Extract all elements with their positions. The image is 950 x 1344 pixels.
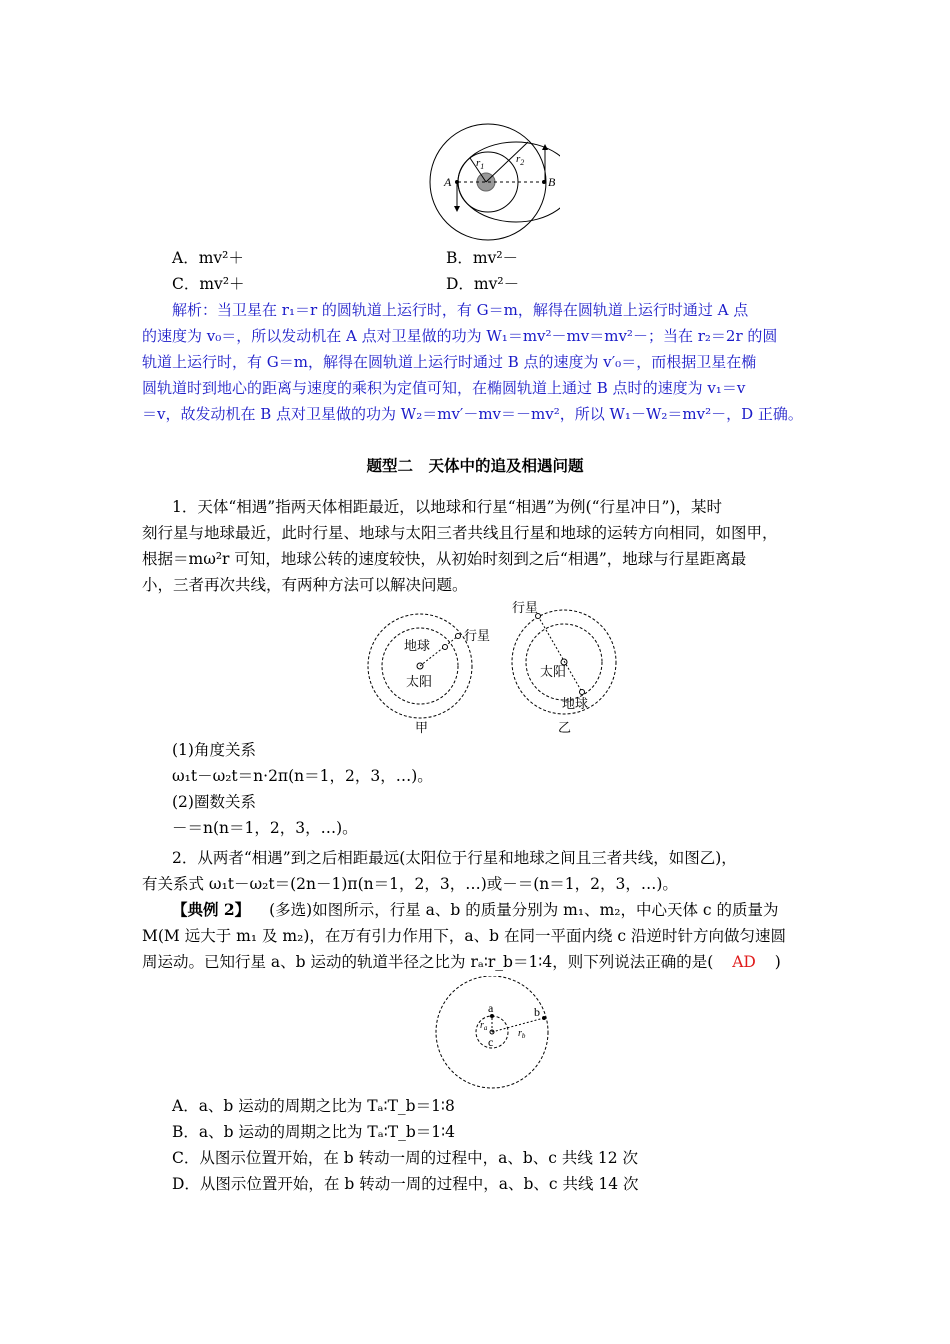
para1-line-3: 根据＝mω²r 可知，地球公转的速度较快，从初始时刻到之后“相遇”，地球与行星距离最 [142,550,747,568]
analysis-line-3: 轨道上运行时，有 G＝m，解得在圆轨道上运行时通过 B 点的速度为 v′₀＝，而根据卫星在椭 [142,353,757,371]
diagram-jia [368,614,490,736]
yi-sun-label: 太阳 [540,665,567,680]
option-d-1: D．mv²－ [446,275,520,293]
para2-line-2: 有关系式 ω₁t－ω₂t＝(2n－1)π(n＝1，2，3，…)或－＝(n＝1，2，3，…)。 [142,875,678,893]
yi-planet-label: 行星 [512,601,539,616]
label-b: b [534,1005,540,1019]
orbit-figure-3 [430,976,554,1100]
analysis-line-2: 的速度为 v₀＝，所以发动机在 A 点对卫星做的功为 W₁＝mv²－mv＝mv²－；当在 r₂＝2r 的圆 [142,327,778,345]
diagram-yi [512,601,616,736]
para1-line-1: 1．天体“相遇”指两天体相距最近，以地球和行星“相遇”为例(“行星冲日”)，某时 [172,498,723,516]
cycle-relation-title: (2)圈数关系 [172,793,256,811]
label-a: a [488,1001,494,1015]
option-d-2: D．从图示位置开始，在 b 转动一周的过程中，a、b、c 共线 14 次 [172,1175,639,1193]
example-line-2: M(M 远大于 m₁ 及 m₂)，在万有引力作用下，a、b 在同一平面内绕 c 沿逆时针方向做匀速圆 [142,927,786,945]
point-a-label: A [444,175,452,189]
example-text-3: 周运动。已知行星 a、b 运动的轨道半径之比为 rₐ∶r_b＝1∶4，则下列说法正确的是( [142,953,714,971]
example-text-1: (多选)如图所示，行星 a、b 的质量分别为 m₁、m₂，中心天体 c 的质量为 [269,901,779,919]
analysis-line-1: 解析：当卫星在 r₁＝r 的圆轨道上运行时，有 G＝m，解得在圆轨道上运行时通过 A 点 [172,301,749,319]
jia-caption: 甲 [415,721,429,736]
example-tag: 【典例 2】 [172,900,251,919]
label-rb: $r_b$ [518,1028,526,1040]
angle-relation-formula: ω₁t－ω₂t＝n·2π(n＝1，2，3，…)。 [172,767,433,785]
jia-sun-label: 太阳 [406,675,433,690]
para2-line-1: 2．从两者“相遇”到之后相距最远(太阳位于行星和地球之间且三者共线，如图乙)， [172,849,737,867]
jia-earth-label: 地球 [404,639,431,654]
r1-label: $r_1$ [476,157,485,171]
option-c-1: C．mv²＋ [172,275,245,293]
example-line-1 [172,898,779,922]
label-ra: $r_a$ [480,1020,488,1032]
angle-relation-title: (1)角度关系 [172,741,256,759]
example-answer: AD [732,953,756,971]
para1-line-4: 小，三者再次共线，有两种方法可以解决问题。 [142,576,468,594]
orbit-figure-2 [360,596,630,740]
analysis-line-5: ＝v，故发动机在 B 点对卫星做的功为 W₂＝mv′－mv＝－mv²，所以 W₁－W₂＝mv²－，D 正确。 [142,405,803,423]
option-b-1: B．mv²－ [446,249,519,267]
example-line-3 [142,950,781,974]
label-c: c [488,1035,494,1049]
cycle-relation-formula: －＝n(n＝1，2，3，…)。 [172,819,358,837]
option-c-2: C．从图示位置开始，在 b 转动一周的过程中，a、b、c 共线 12 次 [172,1149,638,1167]
para1-line-2: 刻行星与地球最近，此时行星、地球与太阳三者共线且行星和地球的运转方向相同，如图甲， [142,524,778,542]
yi-caption: 乙 [558,721,572,736]
section-title: 题型二 天体中的追及相遇问题 [366,457,584,475]
point-b-label: B [548,175,556,189]
orbit-figure-1 [420,122,560,262]
example-close-paren: ) [774,953,781,971]
option-a-1: A．mv²＋ [172,249,244,267]
analysis-line-4: 圆轨道时到地心的距离与速度的乘积为定值可知，在椭圆轨道上通过 B 点时的速度为 v₁＝v [142,379,746,397]
yi-earth-label: 地球 [562,697,589,712]
jia-planet-label: 行星 [464,629,491,644]
option-b-2: B．a、b 运动的周期之比为 Tₐ∶T_b＝1∶4 [172,1123,456,1141]
r2-label: $r_2$ [516,153,525,167]
option-a-2: A．a、b 运动的周期之比为 Tₐ∶T_b＝1∶8 [172,1097,455,1115]
